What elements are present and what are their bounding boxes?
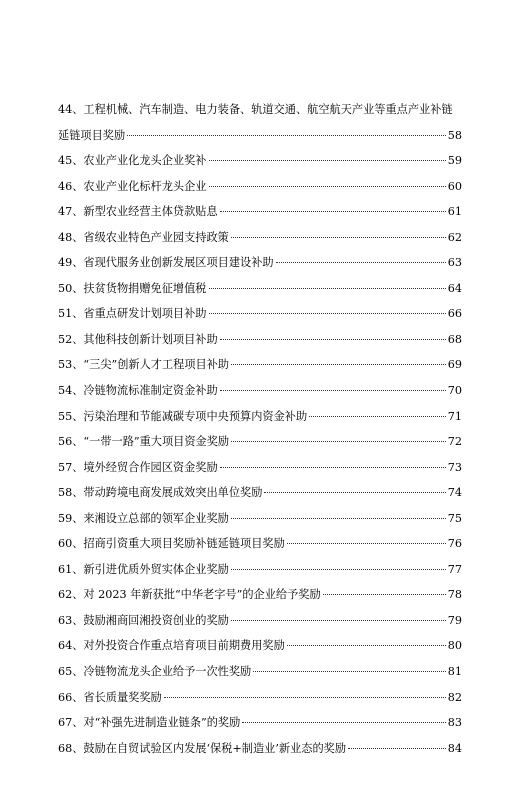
dot-leader bbox=[127, 135, 446, 136]
toc-page-number: 81 bbox=[447, 665, 462, 679]
dot-leader bbox=[242, 722, 445, 723]
toc-page-number: 61 bbox=[447, 205, 462, 219]
toc-entry[interactable] bbox=[58, 557, 462, 583]
dot-leader bbox=[231, 518, 446, 519]
toc-entry[interactable] bbox=[58, 736, 462, 762]
toc-entry-label: 47、新型农业经营主体贷款贴息 bbox=[58, 205, 218, 219]
toc-entry[interactable] bbox=[58, 378, 462, 404]
dot-leader bbox=[220, 390, 446, 391]
toc-entry[interactable] bbox=[58, 608, 462, 634]
dot-leader bbox=[231, 620, 446, 621]
toc-entry-label: 68、鼓励在自贸试验区内发展‘保税+制造业’新业态的奖励 bbox=[58, 741, 347, 755]
toc-entry-label: 58、带动跨境电商发展成效突出单位奖励 bbox=[58, 486, 263, 500]
toc-page-number: 72 bbox=[447, 435, 462, 449]
toc-page-number: 73 bbox=[447, 460, 462, 474]
toc-entry-label: 49、省现代服务业创新发展区项目建设补助 bbox=[58, 256, 274, 270]
toc-entry[interactable] bbox=[58, 327, 462, 353]
toc-entry-label: 64、对外投资合作重点培育项目前期费用奖励 bbox=[58, 639, 285, 653]
toc-entry-label: 56、“一带一路”重大项目资金奖励 bbox=[58, 435, 230, 449]
toc-entry-44-line1[interactable] bbox=[58, 97, 462, 123]
toc-entry[interactable] bbox=[58, 582, 462, 608]
toc-entry-label: 66、省长质量奖奖励 bbox=[58, 690, 162, 704]
toc-page-number: 83 bbox=[447, 716, 462, 730]
dot-leader bbox=[231, 441, 446, 442]
toc-entry-label: 53、“三尖”创新人才工程项目补助 bbox=[58, 358, 230, 372]
toc-page-number: 82 bbox=[447, 690, 462, 704]
dot-leader bbox=[231, 364, 446, 365]
dot-leader bbox=[348, 748, 446, 749]
toc-entry[interactable] bbox=[58, 480, 462, 506]
toc-entry[interactable] bbox=[58, 225, 462, 251]
toc-entry-label: 65、冷链物流龙头企业给予一次性奖励 bbox=[58, 665, 252, 679]
toc-page-number: 71 bbox=[447, 409, 462, 423]
toc-entry[interactable] bbox=[58, 404, 462, 430]
dot-leader bbox=[276, 262, 446, 263]
toc-page-number: 63 bbox=[447, 256, 462, 270]
toc-entry-label: 延链项目奖励 bbox=[58, 128, 126, 142]
toc-entry-label: 45、农业产业化龙头企业奖补 bbox=[58, 154, 207, 168]
toc-entry[interactable] bbox=[58, 659, 462, 685]
toc-page-number: 69 bbox=[447, 358, 462, 372]
toc-page-number: 70 bbox=[447, 384, 462, 398]
toc-entry[interactable] bbox=[58, 174, 462, 200]
toc-entry-label: 62、对 2023 年新获批“中华老字号”的企业给予奖励 bbox=[58, 588, 321, 602]
dot-leader bbox=[220, 211, 446, 212]
toc-entry-label: 61、新引进优质外贸实体企业奖励 bbox=[58, 562, 229, 576]
dot-leader bbox=[209, 288, 446, 289]
toc-entry-label: 48、省级农业特色产业园支持政策 bbox=[58, 230, 229, 244]
toc-page-number: 59 bbox=[447, 154, 462, 168]
toc-page-number: 78 bbox=[447, 588, 462, 602]
toc-entry[interactable] bbox=[58, 710, 462, 736]
table-of-contents bbox=[58, 97, 462, 761]
toc-entry[interactable] bbox=[58, 531, 462, 557]
toc-entry[interactable] bbox=[58, 429, 462, 455]
toc-entry[interactable] bbox=[58, 250, 462, 276]
toc-entry[interactable] bbox=[58, 352, 462, 378]
toc-page-number: 60 bbox=[447, 179, 462, 193]
toc-page-number: 64 bbox=[447, 281, 462, 295]
dot-leader bbox=[209, 313, 446, 314]
toc-page-number: 76 bbox=[447, 537, 462, 551]
dot-leader bbox=[231, 237, 446, 238]
toc-page-number: 62 bbox=[447, 230, 462, 244]
toc-entry-label: 51、省重点研发计划项目补助 bbox=[58, 307, 207, 321]
toc-entry[interactable] bbox=[58, 276, 462, 302]
dot-leader bbox=[220, 339, 446, 340]
toc-page-number: 66 bbox=[447, 307, 462, 321]
dot-leader bbox=[323, 594, 446, 595]
toc-entry[interactable] bbox=[58, 455, 462, 481]
toc-entry[interactable] bbox=[58, 506, 462, 532]
dot-leader bbox=[287, 645, 446, 646]
dot-leader bbox=[164, 697, 446, 698]
toc-entry[interactable] bbox=[58, 633, 462, 659]
toc-entry-label: 60、招商引资重大项目奖励补链延链项目奖励 bbox=[58, 537, 285, 551]
dot-leader bbox=[264, 492, 445, 493]
toc-entry-label: 63、鼓励湘商回湘投资创业的奖励 bbox=[58, 613, 229, 627]
toc-entry[interactable] bbox=[58, 148, 462, 174]
toc-entry-label: 50、扶贫货物捐赠免征增值税 bbox=[58, 281, 207, 295]
toc-page-number: 68 bbox=[447, 332, 462, 346]
toc-page-number: 58 bbox=[447, 128, 462, 142]
toc-entry[interactable] bbox=[58, 199, 462, 225]
dot-leader bbox=[209, 186, 446, 187]
toc-entry-44-line2[interactable] bbox=[58, 123, 462, 149]
toc-page-number: 84 bbox=[447, 741, 462, 755]
toc-entry[interactable] bbox=[58, 685, 462, 711]
toc-entry-label: 55、污染治理和节能减碳专项中央预算内资金补助 bbox=[58, 409, 308, 423]
toc-entry-label: 52、其他科技创新计划项目补助 bbox=[58, 332, 218, 346]
dot-leader bbox=[253, 671, 446, 672]
toc-page-number: 80 bbox=[447, 639, 462, 653]
dot-leader bbox=[231, 569, 446, 570]
dot-leader bbox=[309, 416, 446, 417]
toc-entry-label: 46、农业产业化标杆龙头企业 bbox=[58, 179, 207, 193]
toc-entry-label: 57、境外经贸合作园区资金奖励 bbox=[58, 460, 218, 474]
toc-entry[interactable] bbox=[58, 301, 462, 327]
dot-leader bbox=[287, 543, 446, 544]
toc-page-number: 74 bbox=[447, 486, 462, 500]
toc-entry-label: 59、来湘设立总部的领军企业奖励 bbox=[58, 511, 229, 525]
dot-leader bbox=[209, 160, 446, 161]
toc-entry-label: 67、对“补强先进制造业链条”的奖励 bbox=[58, 716, 241, 730]
toc-entry-label: 54、冷链物流标准制定资金补助 bbox=[58, 384, 218, 398]
toc-entry-label: 44、工程机械、汽车制造、电力装备、轨道交通、航空航天产业等重点产业补链 bbox=[58, 103, 453, 116]
toc-page-number: 77 bbox=[447, 562, 462, 576]
toc-page-number: 75 bbox=[447, 511, 462, 525]
toc-page-number: 79 bbox=[447, 613, 462, 627]
dot-leader bbox=[220, 467, 446, 468]
